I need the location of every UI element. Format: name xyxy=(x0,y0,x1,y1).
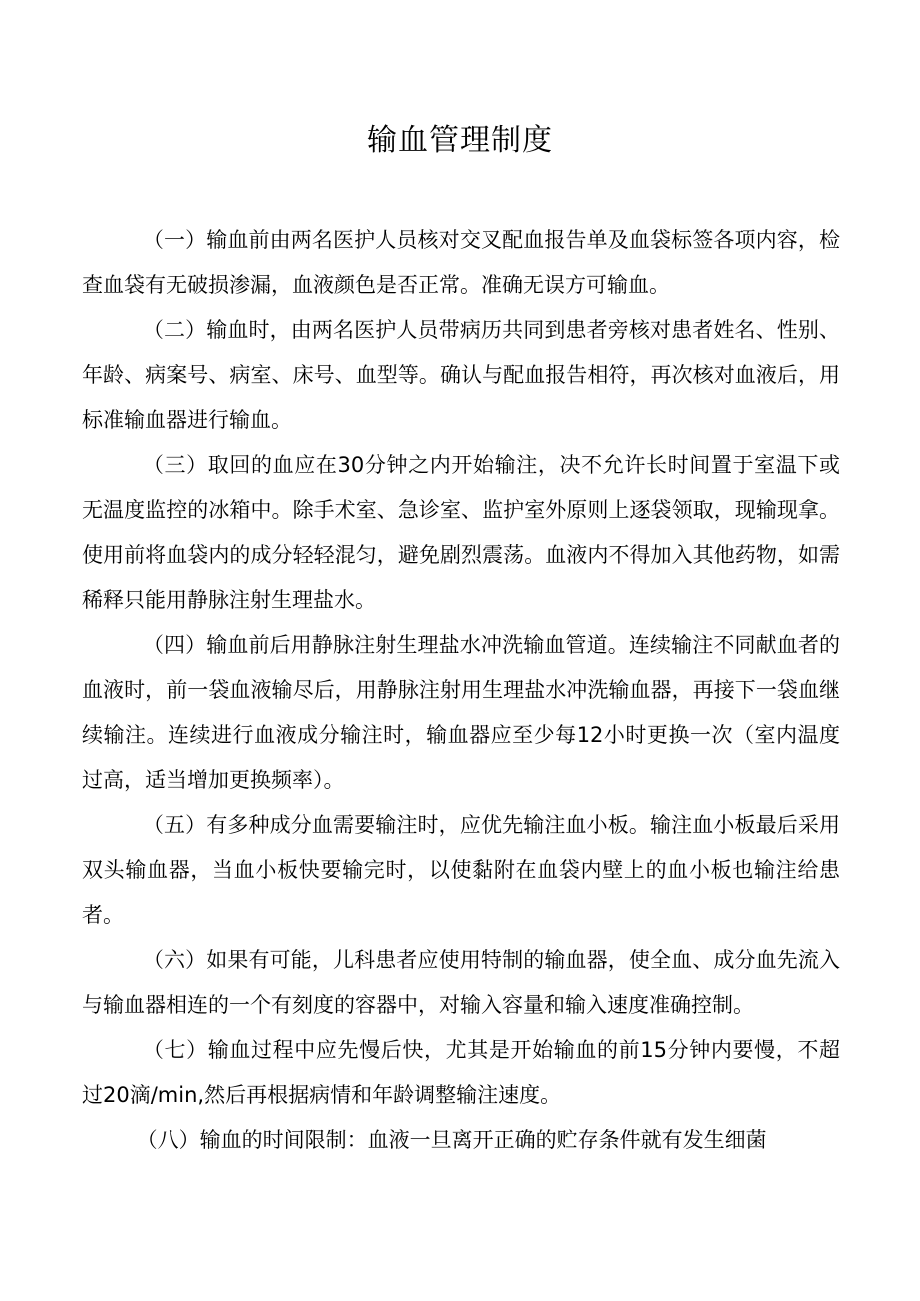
document-body xyxy=(82,218,840,1163)
paragraph-2: （二）输血时，由两名医护人员带病历共同到患者旁核对患者姓名、性别、年龄、病案号、病室、床号、血型等。确认与配血报告相符，再次核对血液后，用标准输血器进行输血。 xyxy=(82,318,840,432)
paragraph-5: （五）有多种成分血需要输注时，应优先输注血小板。输注血小板最后采用双头输血器，当血小板快要输完时，以使黏附在血袋内壁上的血小板也输注给患者。 xyxy=(82,813,840,927)
paragraph-6: （六）如果有可能，儿科患者应使用特制的输血器，使全血、成分血先流入与输血器相连的一个有刻度的容器中，对输入容量和输入速度准确控制。 xyxy=(82,948,840,1017)
paragraph-3: （三）取回的血应在30分钟之内开始输注，决不允许长时间置于室温下或无温度监控的冰箱中。除手术室、急诊室、监护室外原则上逐袋领取，现输现拿。使用前将血袋内的成分轻轻混匀，避免剧烈震荡。血液内不得加入其他药物，如需稀释只能用静脉注射生理盐水。 xyxy=(82,453,840,612)
page-title: 输血管理制度 xyxy=(367,123,553,158)
paragraph-4: （四）输血前后用静脉注射生理盐水冲洗输血管道。连续输注不同献血者的血液时，前一袋血液输尽后，用静脉注射用生理盐水冲洗输血器，再接下一袋血继续输注。连续进行血液成分输注时，输血器应至少每12小时更换一次（室内温度过高，适当增加更换频率）。 xyxy=(82,633,840,792)
paragraph-7: （七）输血过程中应先慢后快，尤其是开始输血的前15分钟内要慢，不超过20滴/min,然后再根据病情和年龄调整输注速度。 xyxy=(82,1038,840,1107)
paragraph-1: （一）输血前由两名医护人员核对交叉配血报告单及血袋标签各项内容，检查血袋有无破损渗漏，血液颜色是否正常。准确无误方可输血。 xyxy=(82,228,840,297)
paragraph-8: （八）输血的时间限制：血液一旦离开正确的贮存条件就有发生细菌 xyxy=(136,1128,767,1152)
